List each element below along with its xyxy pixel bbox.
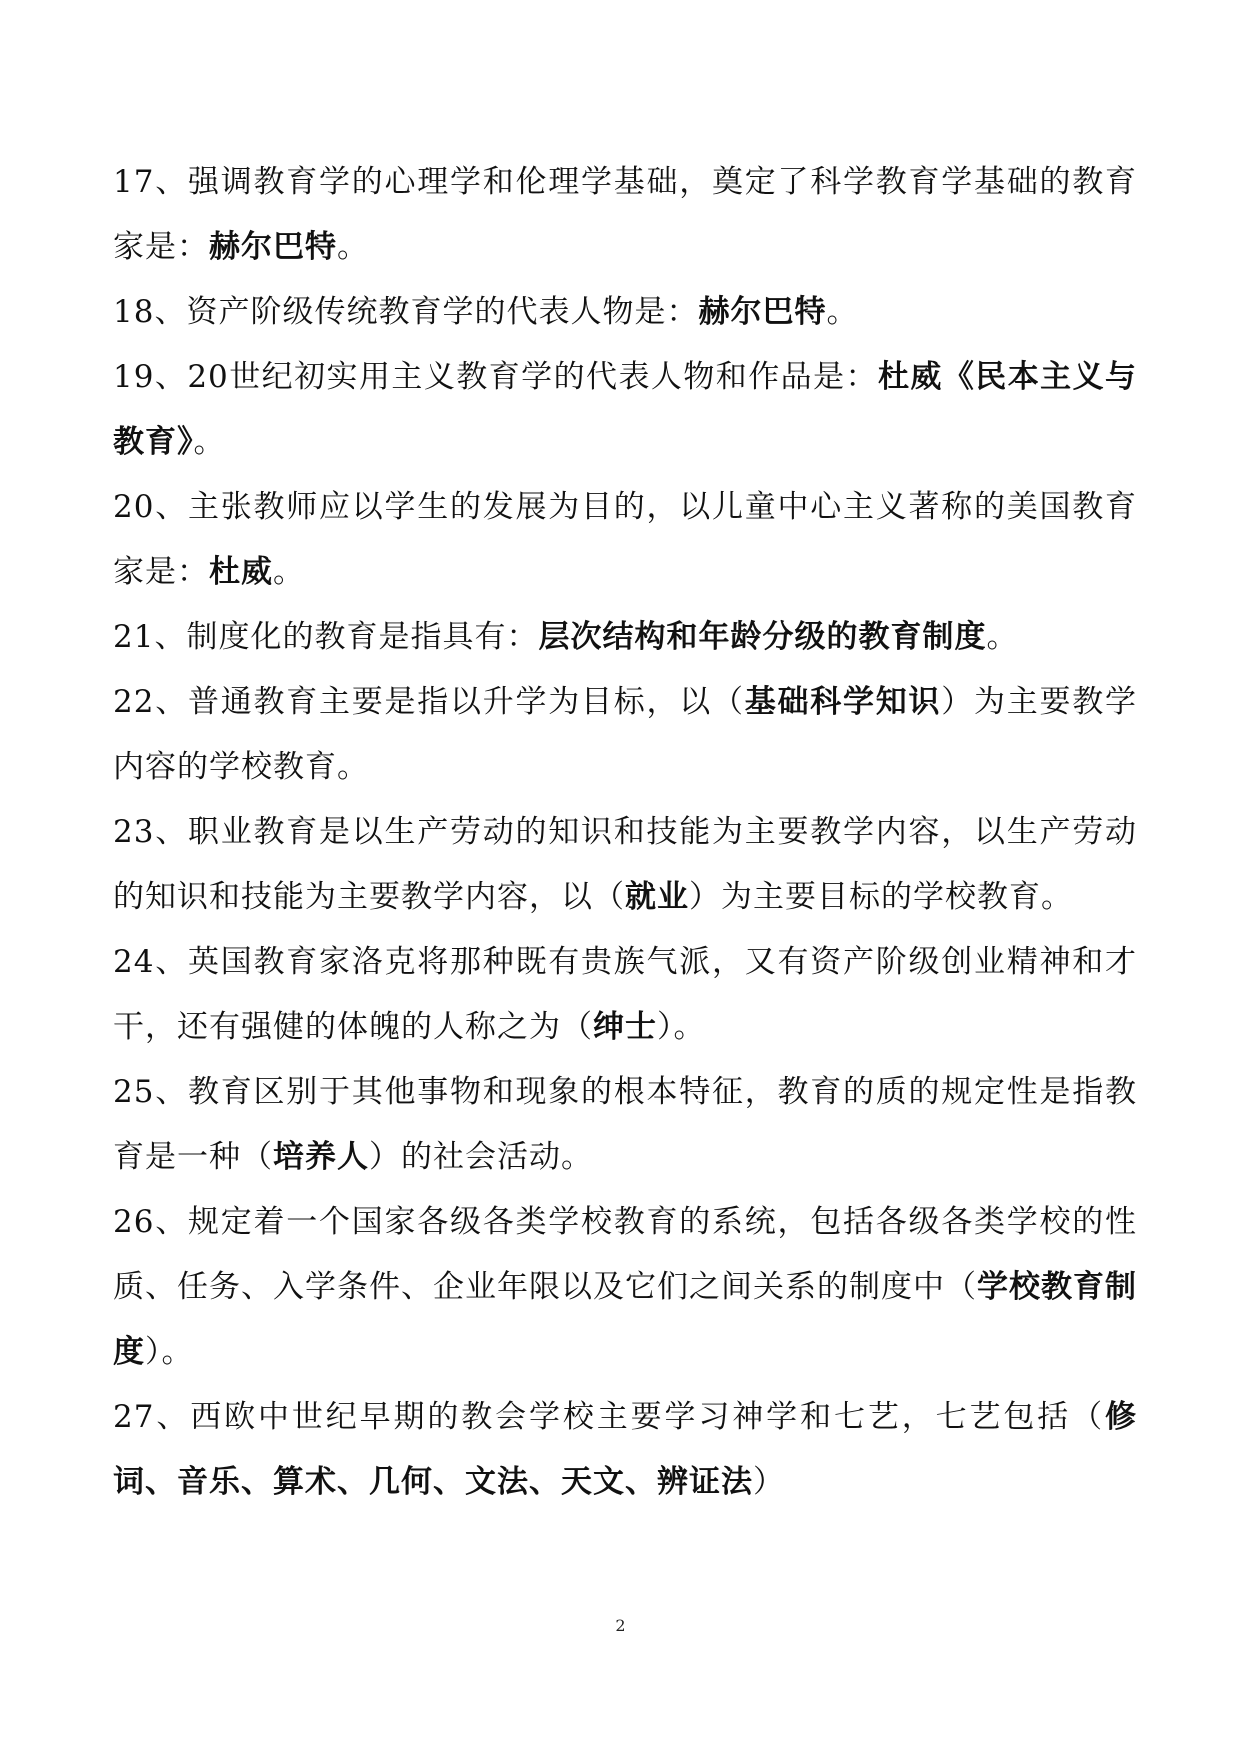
question-item bbox=[113, 800, 1137, 930]
question-text: ） bbox=[753, 1464, 785, 1500]
answer-text: 绅士 bbox=[593, 1009, 657, 1045]
question-item bbox=[113, 605, 1137, 670]
question-text: 。 bbox=[273, 554, 305, 590]
answer-text: 杜威 bbox=[209, 554, 273, 590]
question-text: 26、规定着一个国家各级各类学校教育的系统，包括各级各类学校的性质、任务、入学条件、企业年限以及它们之间关系的制度中（ bbox=[113, 1204, 1137, 1305]
answer-text: 赫尔巴特 bbox=[698, 294, 827, 330]
question-text: ）。 bbox=[657, 1009, 706, 1045]
answer-text: 修词、音乐、算术、几何、文法、天文、辨证法 bbox=[113, 1399, 1137, 1500]
question-item bbox=[113, 150, 1137, 280]
question-text: 22、普通教育主要是指以升学为目标，以（ bbox=[113, 684, 745, 720]
question-text: 。 bbox=[826, 294, 859, 330]
question-text: ）。 bbox=[145, 1334, 194, 1370]
question-text: 。 bbox=[193, 424, 226, 460]
answer-text: 就业 bbox=[625, 879, 689, 915]
question-text: 20、主张教师应以学生的发展为目的，以儿童中心主义著称的美国教育家是： bbox=[113, 489, 1137, 590]
question-text: 21、制度化的教育是指具有： bbox=[113, 619, 539, 655]
question-item bbox=[113, 280, 1137, 345]
answer-text: 培养人 bbox=[273, 1139, 369, 1175]
question-item bbox=[113, 1060, 1137, 1190]
question-text: 24、英国教育家洛克将那种既有贵族气派，又有资产阶级创业精神和才干，还有强健的体魄的人称之为（ bbox=[113, 944, 1137, 1045]
question-text: ）为主要教学内容的学校教育。 bbox=[113, 684, 1138, 785]
question-text: 18、资产阶级传统教育学的代表人物是： bbox=[113, 294, 699, 330]
question-text: 。 bbox=[986, 619, 1019, 655]
question-item bbox=[113, 670, 1137, 800]
question-text: 25、教育区别于其他事物和现象的根本特征，教育的质的规定性是指教育是一种（ bbox=[113, 1074, 1137, 1175]
answer-text: 赫尔巴特 bbox=[209, 229, 337, 265]
question-item bbox=[113, 1385, 1137, 1515]
question-item bbox=[113, 475, 1137, 605]
question-list bbox=[113, 150, 1137, 1515]
question-text: ）为主要目标的学校教育。 bbox=[689, 879, 1073, 915]
answer-text: 层次结构和年龄分级的教育制度 bbox=[538, 619, 987, 655]
question-item bbox=[113, 1190, 1137, 1385]
question-text: ）的社会活动。 bbox=[369, 1139, 593, 1175]
question-item bbox=[113, 930, 1137, 1060]
question-text: 17、强调教育学的心理学和伦理学基础，奠定了科学教育学基础的教育家是： bbox=[113, 164, 1137, 265]
answer-text: 基础科学知识 bbox=[744, 684, 942, 720]
question-text: 23、职业教育是以生产劳动的知识和技能为主要教学内容，以生产劳动的知识和技能为主要教学内容，以（ bbox=[113, 814, 1137, 915]
answer-text: 学校教育制度 bbox=[113, 1269, 1137, 1370]
answer-text: 杜威《民本主义与教育》 bbox=[113, 359, 1138, 460]
question-text: 。 bbox=[337, 229, 369, 265]
question-text: 19、20世纪初实用主义教育学的代表人物和作品是： bbox=[113, 359, 878, 395]
question-text: 27、西欧中世纪早期的教会学校主要学习神学和七艺，七艺包括（ bbox=[113, 1399, 1105, 1435]
page-number: 2 bbox=[615, 1616, 626, 1635]
question-item bbox=[113, 345, 1137, 475]
